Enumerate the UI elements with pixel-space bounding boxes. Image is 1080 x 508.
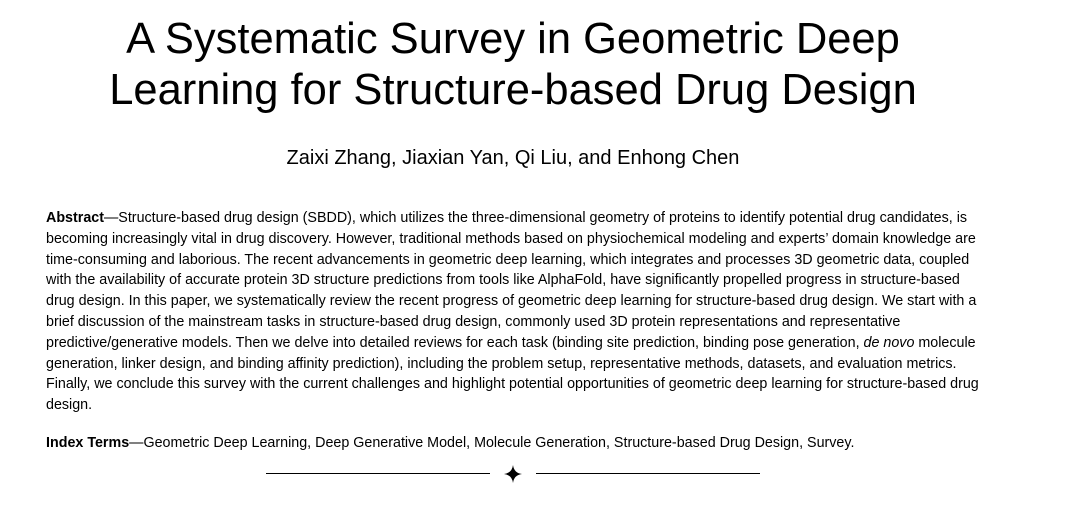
paper-title <box>0 14 1026 116</box>
divider-rule-right <box>536 473 760 474</box>
four-point-star-icon <box>503 464 523 484</box>
author-list: Zaixi Zhang, Jiaxian Yan, Qi Liu, and Enhong Chen <box>286 147 740 169</box>
abstract-italic-term: de novo <box>863 334 915 351</box>
index-terms-label: Index Terms <box>46 435 130 451</box>
paper-title-line-1: A Systematic Survey in Geometric Deep <box>126 15 900 63</box>
abstract-label: Abstract <box>46 210 104 226</box>
index-terms-paragraph <box>46 433 1006 454</box>
abstract-text-part-2: molecule generation, linker design, and binding affinity prediction), including the problem setup, representative methods, datasets, and evaluation metrics. Finally, we conclude this survey with the current challenges and highlight potential opportunities of geometric deep learning for structure-based drug design. <box>46 334 979 414</box>
paper-title-line-2: Learning for Structure-based Drug Design <box>109 66 917 114</box>
abstract-text-part-1: —Structure-based drug design (SBDD), which utilizes the three-dimensional geometry of proteins to identify potential drug candidates, is becoming increasingly vital in drug discovery. However, traditional methods based on physiochemical modeling and experts’ domain knowledge are time-consuming and laborious. The recent advancements in geometric deep learning, which integrates and processes 3D geometric data, coupled with the availability of accurate protein 3D structure predictions from tools like AlphaFold, have significantly propelled progress in structure-based drug design. In this paper, we systematically review the recent progress of geometric deep learning for structure-based drug design. We start with a brief discussion of the mainstream tasks in structure-based drug design, commonly used 3D protein representations and representative predictive/generative models. Then we delve into detailed reviews for each task (binding site prediction, binding pose generation, <box>46 210 977 351</box>
divider-rule-left <box>266 473 490 474</box>
abstract-paragraph <box>46 208 984 416</box>
section-divider <box>266 464 760 484</box>
index-terms-text: —Geometric Deep Learning, Deep Generative Model, Molecule Generation, Structure-based Drug Design, Survey. <box>129 435 855 451</box>
